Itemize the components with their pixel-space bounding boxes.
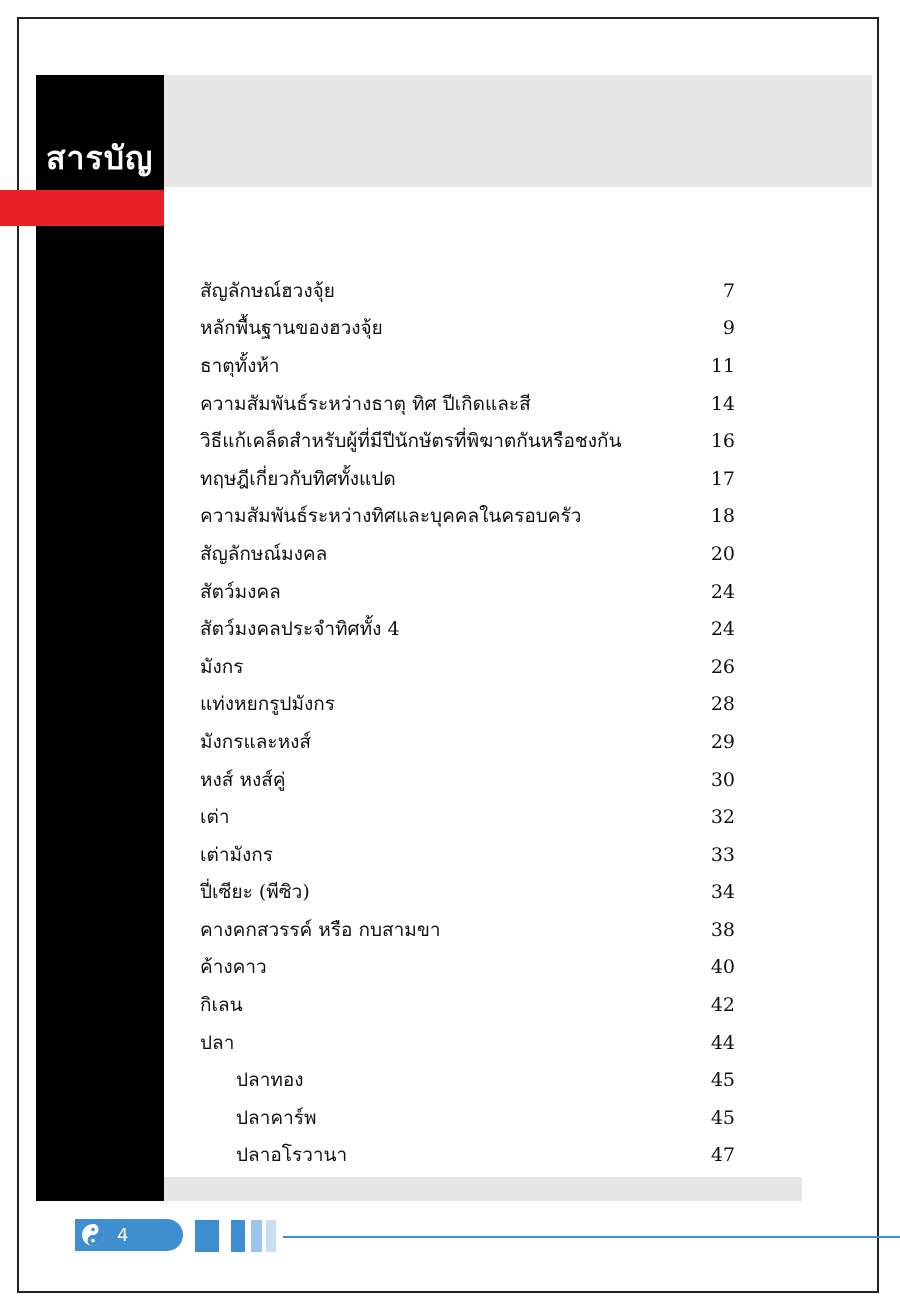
toc-entry-page: 33 [710,843,735,866]
toc-entry-page: 34 [710,881,735,904]
toc-entry-page: 26 [710,655,735,678]
header-band [164,75,872,187]
toc-entry-page: 11 [710,354,735,377]
toc-entry-title: สัญลักษณ์ฮวงจุ้ย [200,279,335,302]
footer-rule [283,1236,900,1238]
page-number-badge [75,1219,183,1251]
toc-entry [200,385,735,423]
toc-entry [200,648,735,686]
sidebar-bar [36,75,164,1201]
toc-entry-page: 18 [710,505,735,528]
toc-entry-title: สัญลักษณ์มงคล [200,542,328,565]
toc-entry [200,422,735,460]
toc-entry-title: คางคกสวรรค์ หรือ กบสามขา [200,918,441,941]
toc-entry [200,723,735,761]
toc-entry-title: มังกร [200,655,244,678]
toc-entry [200,310,735,348]
toc-entry-title: สัตว์มงคลประจำทิศทั้ง 4 [200,618,400,641]
red-accent-tab [0,190,164,226]
toc-entry-page: 16 [710,430,735,453]
toc-entry-page: 45 [710,1106,735,1129]
toc-entry [200,1024,735,1062]
toc-entry [200,761,735,799]
toc-entry-title: ปลาอโรวานา [236,1144,348,1167]
toc-entry-title: เต่า [200,806,230,829]
toc-entry-title: ปี่เซียะ (พีซิว) [200,881,310,904]
toc-entry [200,573,735,611]
table-of-contents [200,272,735,1174]
toc-entry-page: 44 [710,1031,735,1054]
toc-entry-title: ปลาคาร์พ [236,1106,317,1129]
footer-block [251,1220,262,1252]
footer-band [164,1177,802,1201]
toc-entry-page: 38 [710,918,735,941]
toc-entry-page: 17 [710,467,735,490]
toc-entry-page: 47 [710,1144,735,1167]
toc-entry [200,874,735,912]
toc-entry-page: 40 [710,956,735,979]
toc-entry [200,610,735,648]
page-number: 4 [117,1224,129,1246]
toc-entry [200,911,735,949]
toc-entry-title: ปลา [200,1031,235,1054]
toc-entry-title: หงส์ หงส์คู่ [200,768,286,791]
toc-entry-title: ค้างคาว [200,956,267,979]
toc-entry [200,836,735,874]
toc-entry [200,460,735,498]
toc-entry [200,949,735,987]
toc-entry-page: 24 [710,618,735,641]
toc-entry [200,272,735,310]
toc-entry-page: 28 [710,693,735,716]
footer-block [231,1220,245,1252]
toc-entry-title: ปลาทอง [236,1069,304,1092]
toc-entry-page: 9 [722,317,735,340]
toc-entry-page: 29 [710,730,735,753]
toc-entry-page: 30 [710,768,735,791]
toc-entry [200,535,735,573]
toc-entry-title: ความสัมพันธ์ระหว่างทิศและบุคคลในครอบครัว [200,505,582,528]
toc-entry [200,498,735,536]
toc-entry-title: ความสัมพันธ์ระหว่างธาตุ ทิศ ปีเกิดและสี [200,392,531,415]
toc-entry-page: 42 [710,994,735,1017]
toc-entry [200,798,735,836]
toc-entry-page: 24 [710,580,735,603]
footer-block [195,1220,219,1252]
toc-entry-title: ทฤษฎีเกี่ยวกับทิศทั้งแปด [200,467,396,490]
toc-entry [200,347,735,385]
toc-entry-title: หลักพื้นฐานของฮวงจุ้ย [200,317,383,340]
toc-entry-page: 32 [710,806,735,829]
toc-entry [200,686,735,724]
page-title: สารบัญ [46,139,154,177]
toc-entry [200,1137,735,1175]
toc-entry-title: เต่ามังกร [200,843,274,866]
footer-block [266,1220,276,1252]
toc-entry-title: แท่งหยกรูปมังกร [200,693,335,716]
toc-entry-title: สัตว์มงคล [200,580,281,603]
toc-entry-title: ธาตุทั้งห้า [200,354,280,377]
toc-entry-title: มังกรและหงส์ [200,730,312,753]
toc-entry-title: วิธีแก้เคล็ดสำหรับผู้ที่มีปีนักษัตรที่พิฆาตกันหรือชงกัน [200,430,622,453]
toc-entry-page: 14 [710,392,735,415]
toc-entry [200,986,735,1024]
toc-entry-page: 7 [722,279,735,302]
toc-entry-title: กิเลน [200,994,243,1017]
yin-yang-icon [81,1223,105,1247]
toc-entry [200,1061,735,1099]
toc-entry [200,1099,735,1137]
toc-entry-page: 45 [710,1069,735,1092]
toc-entry-page: 20 [710,542,735,565]
